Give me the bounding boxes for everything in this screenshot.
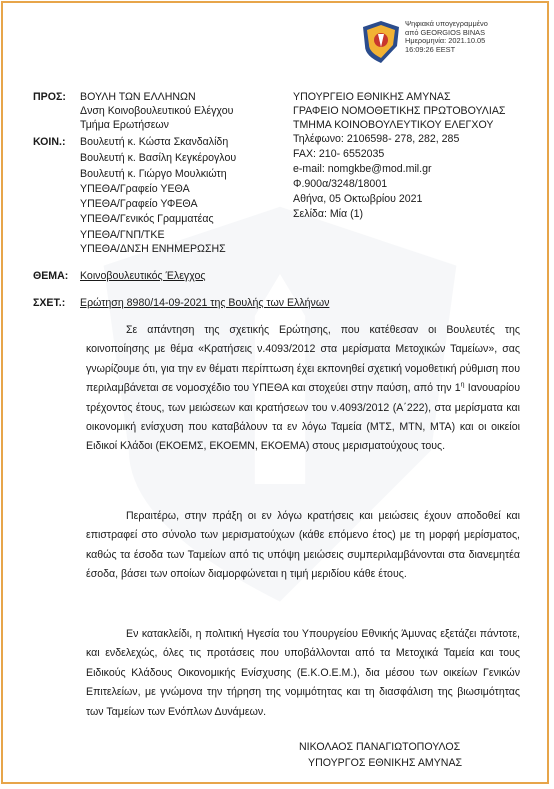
- subject-label: ΘΕΜΑ:: [33, 270, 69, 282]
- sender-line: Φ.900α/3248/18001: [293, 178, 388, 190]
- reference-label: ΣΧΕΤ.:: [33, 297, 66, 309]
- paragraph-text: Ιανουαρίου τρέχοντος έτους, των μειώσεων και κρατήσεων του ν.4093/2012 (Α΄222), στα μερίσματα και οικονομική ενίσχυση που καταβάλουν τα εν λόγω Ταμεία (ΜΤΣ, ΜΤΝ, ΜΤΑ) και οι οικείοι Ειδικοί Κλάδοι (ΕΚΟΕΜΣ, ΕΚΟΕΜΝ, ΕΚΟΕΜΑ) στους μερισματούχους τους.: [86, 382, 520, 453]
- cc-line: ΥΠΕΘΑ/Γραφείο ΥΕΘΑ: [80, 183, 190, 195]
- reference-text: Ερώτηση 8980/14-09-2021 της Βουλής των Ελλήνων: [80, 297, 330, 309]
- sender-line: ΤΜΗΜΑ ΚΟΙΝΟΒΟΥΛΕΥΤΙΚΟΥ ΕΛΕΓΧΟΥ: [293, 119, 494, 131]
- ordinal-superscript: η: [460, 381, 465, 389]
- sender-line: ΓΡΑΦΕΙΟ ΝΟΜΟΘΕΤΙΚΗΣ ΠΡΩΤΟΒΟΥΛΙΑΣ: [293, 105, 506, 117]
- pros-label: ΠΡΟΣ:: [33, 91, 66, 103]
- sender-line: Σελίδα: Μία (1): [293, 208, 364, 220]
- cc-line: Βουλευτή κ. Βασίλη Κεγκέρογλου: [80, 152, 237, 164]
- sender-line: Τηλέφωνο: 2106598- 278, 282, 285: [293, 133, 460, 145]
- koin-label: ΚΟΙΝ.:: [33, 136, 66, 148]
- signature-line: Ψηφιακά υπογεγραμμένο: [405, 19, 488, 28]
- signatory-title: ΥΠΟΥΡΓΟΣ ΕΘΝΙΚΗΣ ΑΜΥΝΑΣ: [308, 757, 463, 769]
- paragraph-text: Εν κατακλείδι, η πολιτική Ηγεσία του Υπουργείου Εθνικής Άμυνας εξετάζει πάντοτε, και ενδελεχώς, όλες τις προτάσεις που υποβάλλονται από τα Μετοχικά Ταμεία και τους Ειδικούς Κλάδους Οικονομικής Ενίσχυσης (Ε.Κ.Ο.Ε.Μ.), δια μέσου των οικείων Γενικών Επιτελείων, με γνώμονα την τήρηση της νομιμότητας και τη διασφάλιση της βιωσιμότητας των Ταμείων των Ενόπλων Δυνάμεων.: [86, 628, 520, 718]
- digital-signature-stamp: [405, 20, 488, 54]
- signature-line: από GEORGIOS BINAS: [405, 27, 486, 37]
- signature-line: 16:09:26 EEST: [405, 44, 456, 54]
- cc-line: Βουλευτή κ. Κώστα Σκανδαλίδη: [80, 136, 229, 148]
- recipient-line: Δνση Κοινοβουλευτικού Ελέγχου: [80, 105, 234, 117]
- body-paragraph-3: [86, 625, 520, 722]
- cc-line: Βουλευτή κ. Γιώργο Μουλκιώτη: [80, 168, 227, 180]
- sender-line: Αθήνα, 05 Οκτωβρίου 2021: [293, 193, 423, 205]
- recipient-line: Τμήμα Ερωτήσεων: [80, 119, 169, 131]
- sender-line: e-mail: nomgkbe@mod.mil.gr: [293, 163, 432, 175]
- sender-line: ΥΠΟΥΡΓΕΙΟ ΕΘΝΙΚΗΣ ΑΜΥΝΑΣ: [293, 91, 451, 103]
- recipient-line: ΒΟΥΛΗ ΤΩΝ ΕΛΛΗΝΩΝ: [80, 91, 196, 103]
- cc-line: ΥΠΕΘΑ/ΔΝΣΗ ΕΝΗΜΕΡΩΣΗΣ: [80, 243, 226, 255]
- body-paragraph-1: [86, 321, 520, 457]
- signatory-name: ΝΙΚΟΛΑΟΣ ΠΑΝΑΓΙΩΤΟΠΟΥΛΟΣ: [299, 741, 461, 753]
- sender-line: FAX: 210- 6552035: [293, 148, 385, 160]
- cc-line: ΥΠΕΘΑ/Γενικός Γραμματέας: [80, 213, 214, 225]
- subject-text: Κοινοβουλευτικός Έλεγχος: [80, 270, 206, 282]
- signature-line: Ημερομηνία: 2021.10.05: [405, 36, 486, 46]
- ministry-seal-icon: [361, 20, 401, 64]
- paragraph-text: Σε απάντηση της σχετικής Ερώτησης, που κατέθεσαν οι Βουλευτές της κοινοποίησης με θέμα «Κρατήσεις ν.4093/2012 στα μερίσματα Μετοχικών Ταμείων», σας γνωρίζουμε ότι, για την εν θέματι περίπτωση έχει εκπονηθεί σχετική νομοθετική ρύθμιση που περιλαμβάνεται σε νομοσχέδιο του ΥΠΕΘΑ και στοχεύει στην παύση, από την 1: [86, 324, 520, 395]
- body-paragraph-2: [86, 507, 520, 585]
- cc-line: ΥΠΕΘΑ/ΓΝΠ/ΤΚΕ: [80, 229, 165, 241]
- cc-line: ΥΠΕΘΑ/Γραφείο ΥΦΕΘΑ: [80, 198, 198, 210]
- paragraph-text: Περαιτέρω, στην πράξη οι εν λόγω κρατήσεις και μειώσεις έχουν αποδοθεί και επιστραφεί στο σύνολο των μερισματούχων (κάθε επόμενο έτος) με τη μορφή μερίσματος, καθώς τα έσοδα των Ταμείων από τις υπόψη μειώσεις συμπεριλαμβάνονται στα διανεμητέα έσοδα, βάσει των οποίων διαμορφώνεται η τιμή μεριδίου κάθε έτους.: [86, 510, 520, 581]
